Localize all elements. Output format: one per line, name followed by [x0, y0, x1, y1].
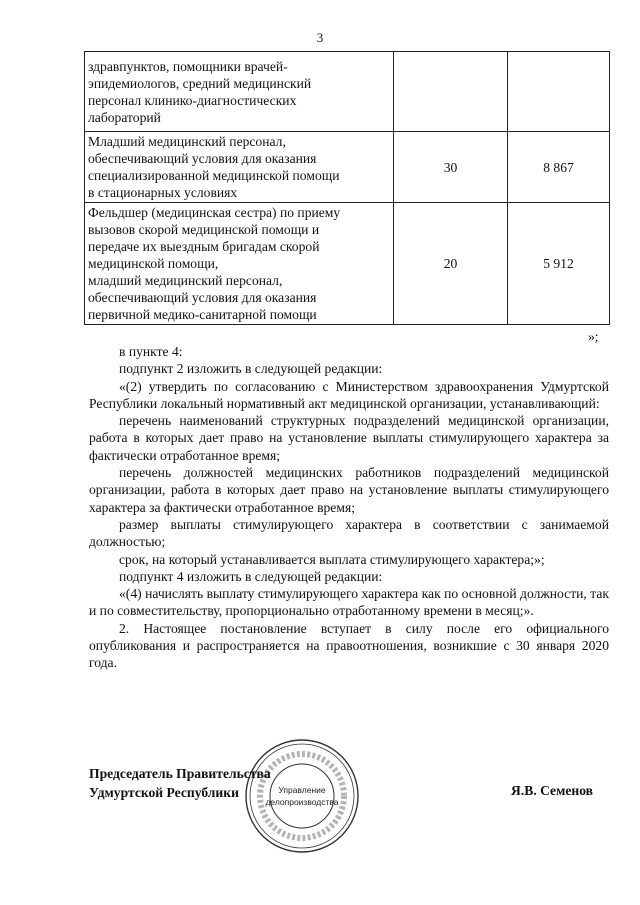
table-cell-position: [85, 203, 394, 325]
table-row: [85, 52, 610, 132]
paragraph: размер выплаты стимулирующего характера в соответствии с занимаемой должностью;: [89, 516, 609, 550]
table-cell-position: [85, 132, 394, 203]
cell-line: здравпунктов, помощники врачей-: [88, 58, 288, 74]
cell-line: передаче их выездным бригадам скорой: [88, 239, 320, 254]
signature-name: Я.В. Семенов: [511, 783, 594, 798]
table-cell-count: [394, 52, 508, 132]
table-row: [85, 132, 610, 203]
paragraph: «(2) утвердить по согласованию с Министерством здравоохранения Удмуртской Республики локальный нормативный акт медицинской организации, устанавливающий:: [89, 378, 609, 411]
cell-line: младший медицинский персонал,: [88, 273, 283, 288]
table-cell-position: [85, 52, 394, 132]
cell-line: первичной медико-санитарной помощи: [88, 307, 317, 322]
signature-title: [89, 764, 271, 802]
table-row: [85, 203, 610, 325]
stamp-text-line2: делопроизводства: [265, 797, 339, 807]
cell-line: Фельдшер (медицинская сестра) по приему: [88, 205, 341, 220]
document-body: [89, 343, 609, 672]
paragraph: перечень наименований структурных подразделений медицинской организации, работа в которых дает право на установление выплаты стимулирующего характера за фактически отработанное время;: [89, 413, 609, 463]
cell-line: персонал клинико-диагностических: [88, 92, 297, 108]
table-cell-count: 30: [394, 132, 508, 203]
cell-line: обеспечивающий условия для оказания: [88, 290, 317, 305]
paragraph: срок, на который устанавливается выплата стимулирующего характера;»;: [119, 551, 545, 567]
table-closing-quote: »;: [588, 329, 599, 344]
cell-line: Младший медицинский персонал,: [88, 134, 286, 149]
stamp-text-line1: Управление: [278, 785, 326, 795]
paragraph: перечень должностей медицинских работников подразделений медицинской организации, работа в которых дает право на установление выплаты стимулирующего характера за фактически отработанное время;: [89, 465, 609, 515]
table-cell-amount: [508, 52, 610, 132]
paragraph: подпункт 2 изложить в следующей редакции:: [119, 361, 383, 377]
signature-title-line2: Удмуртской Республики: [89, 785, 239, 800]
table-cell-count: 20: [394, 203, 508, 325]
cell-line: специализированной медицинской помощи: [88, 168, 340, 183]
paragraph: подпункт 4 изложить в следующей редакции:: [119, 568, 383, 584]
staff-table: [84, 51, 610, 325]
table-cell-amount: 5 912: [508, 203, 610, 325]
cell-line: обеспечивающий условия для оказания: [88, 151, 317, 166]
cell-line: эпидемиологов, средний медицинский: [88, 75, 312, 91]
cell-line: в стационарных условиях: [88, 185, 238, 200]
table-cell-amount: 8 867: [508, 132, 610, 203]
paragraph: в пункте 4:: [119, 344, 183, 359]
cell-line: вызовов скорой медицинской помощи и: [88, 222, 320, 237]
signature-title-line1: Председатель Правительства: [89, 766, 271, 781]
cell-line: медицинской помощи,: [88, 256, 219, 271]
page-number: 3: [316, 30, 324, 45]
cell-line: лабораторий: [88, 109, 161, 125]
paragraph: «(4) начислять выплату стимулирующего характера как по основной должности, так и по совместительству, пропорционально отработанному времени в месяц;».: [89, 586, 609, 619]
paragraph: 2. Настоящее постановление вступает в силу после его официального опубликования и распространяется на правоотношения, возникшие с 30 января 2020 года.: [89, 620, 609, 671]
